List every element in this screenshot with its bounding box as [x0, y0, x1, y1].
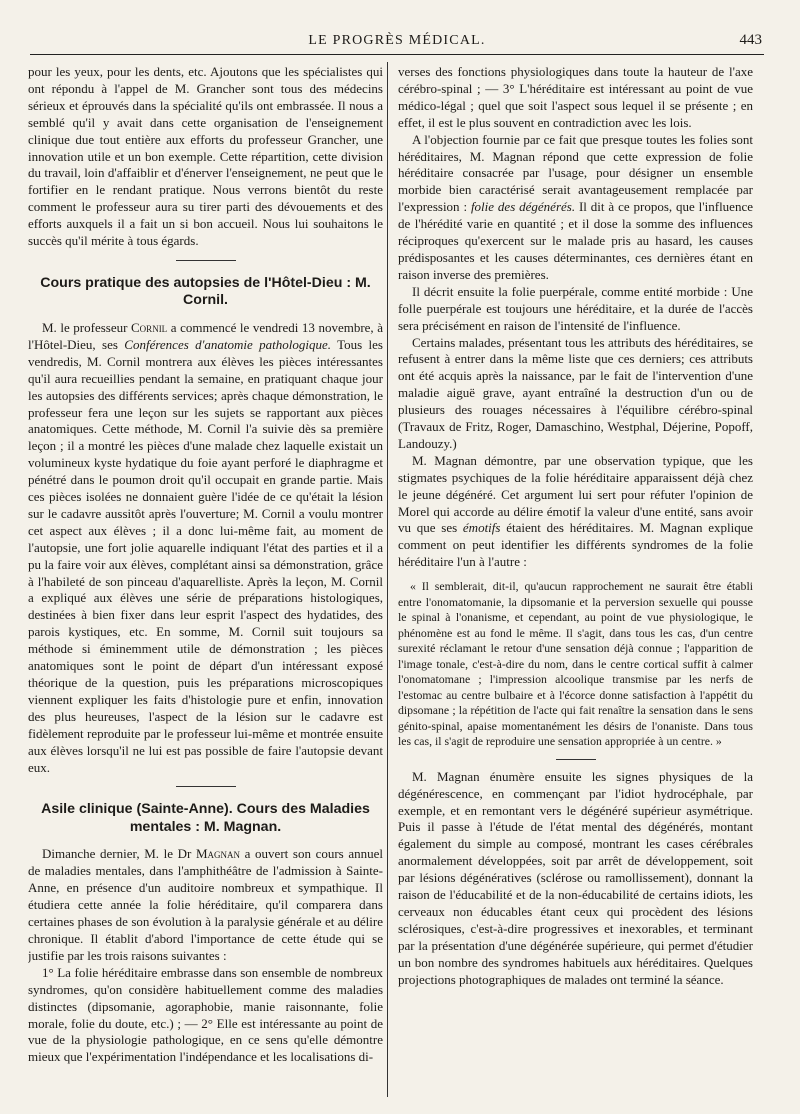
- column-divider: [387, 62, 388, 1097]
- section-heading-cornil: Cours pratique des autopsies de l'Hôtel-Dieu : M. Cornil.: [40, 274, 371, 309]
- section-separator: [176, 786, 236, 787]
- paragraph: M. le professeur Cornil a commencé le vendredi 13 novembre, à l'Hôtel-Dieu, ses Conférences d'anatomie pathologique. Tous les vendredis, M. Cornil montrera aux élèves les pièces intéressantes qu'il aura recueillies pendant la semaine, en pratiquant chaque jour les autopsies des différents services; après chaque démonstration, le professeur fera une leçon sur les sujets se rapportant aux pièces anatomiques. Cette méthode, M. Cornil l'a suivie dès sa première leçon ; il a montré les pièces d'une malade chez laquelle existait un volumineux kyste hydatique du foie ayant perforé le diaphragme et pénétré dans le poumon droit qu'il occupait en grande partie. Mais ces pièces isolées ne donnaient guère l'idée de ce qu'était la lésion sur le cadavre aussitôt après l'ouverture; M. Cornil a voulu montrer cet aspect aux élèves ; il a donc lui-même fait, au moment de l'autopsie, une fort jolie aquarelle indiquant l'état des parties et il a pu la faire voir aux élèves, complétant ainsi sa démonstration, grâce à l'habileté de son pinceau d'aquarelliste. Après la leçon, M. Cornil a expliqué aux élèves une série de préparations histologiques, destinées à bien fixer dans leur esprit l'aspect des hydatides, des parois kystiques, etc. En somme, M. Cornil suit toujours sa méthode si éminemment utile de démonstration ; les pièces anatomiques sont le point de départ d'un intéressant exposé théorique de la question, puis les préparations microscopiques viennent expliquer les faits d'histologie pure et enfin, innovation des plus heureuses, l'aspect de la lésion sur le cadavre est fidèlement reproduite par le professeur lui-même et montrée ensuite aux élèves lorsqu'il ne lui est pas possible de faire l'autopsie devant eux.: [28, 319, 383, 775]
- page-number: 443: [739, 32, 762, 48]
- section-heading-magnan: Asile clinique (Sainte-Anne). Cours des Maladies mentales : M. Magnan.: [41, 801, 370, 835]
- paragraph: A l'objection fournie par ce fait que presque toutes les folies sont héréditaires, M. Magnan répond que cette expression de folie héréditaire consacrée par l'usage, pour désigner un ensemble morbide bien caractérisé serait avantageusement remplacée par l'expression : folie des dégénérés. Il dit à ce propos, que l'influence de l'hérédité varie en quantité ; et il dose la somme des influences réciproques qu'exercent sur le malade pris au hasard, les causes prédisposantes et les causes déterminantes, ces dernières étant en raison inverse des premières.: [398, 131, 753, 282]
- paragraph: Il décrit ensuite la folie puerpérale, comme entité morbide : Une folle puerpérale est toujours une héréditaire, et la durée de l'accès sera précisément en raison de l'intensité de l'influence.: [398, 283, 753, 333]
- paragraph: Certains malades, présentant tous les attributs des héréditaires, se refusent à entrer dans la même liste que ces derniers; ces attributs ont été acquis après la naissance, par le fait de l'intervention d'une maladie aiguë grave, ayant entraîné la destruction d'un ou de plusieurs des rouages nécessaires à l'équilibre cérébro-spinal (Travaux de Fritz, Roger, Damaschino, Westphal, Déjerine, Popoff, Landouzy.): [398, 334, 753, 451]
- paragraph: M. Magnan énumère ensuite les signes physiques de la dégénérescence, en commençant par l'idiot hydrocéphale, par exemple, et en remontant vers le dégénéré supérieur asymétrique. Puis il passe à l'étude de l'état mental des dégénérés, montant également du simple au composé, montrant les cases cérébrales anormalement développées, soit par arrêt de développement, soit par lésions dégénératives (sclérose ou ramollissement), donnant la raison de l'éducabilité et de la non-éducabilité de certains idiots, les cerveaux non éducables étant ceux qui procèdent des lésions sclérosiques, c'est-à-dire progressives et inexorables, et terminant par la présentation d'une dégénérée supérieure, qui permet d'étudier un bon nombre des syndromes habituels aux héréditaires. Quelques projections photographiques de malades ont terminé la séance.: [398, 768, 753, 987]
- paragraph: verses des fonctions physiologiques dans toute la hauteur de l'axe cérébro-spinal ; — 3° L'héréditaire est intéressant au point de vue médico-légal ; quel que soit l'aspect sous lequel il se présente ; en effet, il est le plus souvent en contradiction avec les lois.: [398, 64, 753, 130]
- paragraph: pour les yeux, pour les dents, etc. Ajoutons que les spécialistes qui ont répondu à l'appel de M. Grancher sont tous des médecins sérieux et éprouvés dans la spécialité qu'ils ont embrassée. Il nous a semblé qu'il y avait dans cette organisation de l'enseignement clinique due tout entière aux efforts du professeur Grancher, une innovation utile et un bon exemple. Cette répartition, cette division du travail, loin d'affaiblir et d'énerver l'enseignement, ne peut que le fortifier en le rendant pratique. Nous verrons bientôt du reste comment le professeur aura su tirer parti des dévouements et des efforts auxquels il a fait un si bon accueil. Nous lui souhaitons le succès qu'il mérite à tous égards.: [28, 64, 383, 249]
- running-title: LE PROGRÈS MÉDICAL.: [308, 33, 486, 48]
- paragraph: M. Magnan démontre, par une observation typique, que les stigmates psychiques de la folie héréditaire apparaissent déjà chez le jeune dégénéré. Cet argument lui sert pour réfuter l'opinion de Morel qui accorde au délire émotif la valeur d'une entité, sans avoir vu que ses émotifs étaient des héréditaires. M. Magnan explique comment on peut identifier les différents syndromes de la folie héréditaire l'un à l'autre :: [398, 452, 753, 570]
- block-quote: [398, 579, 753, 750]
- paragraph: 1° La folie héréditaire embrasse dans son ensemble de nombreux syndromes, qu'on considère habituellement comme des maladies distinctes (dipsomanie, agoraphobie, manie raisonnante, folie morale, folie du doute, etc.) ; — 2° Elle est intéressante au point de vue de la physiologie pathologique, en ce sens qu'elle démontre mieux que l'expérimentation l'indépendance et les localisations di-: [28, 964, 383, 1065]
- page-header: [30, 30, 764, 55]
- section-separator: [176, 260, 236, 261]
- right-column: [398, 64, 753, 1094]
- left-column: [28, 64, 383, 1094]
- quote-separator: [556, 759, 596, 760]
- paragraph: Dimanche dernier, M. le Dr Magnan a ouvert son cours annuel de maladies mentales, dans l'amphithéâtre de l'admission à Sainte-Anne, en présence d'un auditoire nombreux et sympathique. Il étudiera cette année la folie héréditaire, qu'il comparera dans certaines phases de son évolution à la paralysie générale et au délire chronique. Il établit d'abord l'importance de cette étude qui se justifie par les trois raisons suivantes :: [28, 846, 383, 963]
- quote-text: « Il semblerait, dit-il, qu'aucun rapprochement ne saurait être établi entre l'onomatomanie, la dipsomanie et la perversion sexuelle qui pousse le spinal à l'onanisme, et cependant, au point de vue physiologique, le phénomène est au fond le même. Il s'agit, dans tous les cas, d'un centre surexité réclamant le retour d'une sensation déjà connue ; l'apparition de l'image tonale, c'est-à-dire du nom, dans le centre cortical suffit à calmer l'onomatomane ; l'impression alcoolique transmise par les nerfs de l'estomac au centre bulbaire et à l'écorce donne satisfaction à l'appétit du dipsomane ; la répétition de l'acte qui fait renaître la sensation dans le sens génito-spinal, apaise momentanément les désirs de l'onaniste. Dans tous les cas, il s'agit de reproduire une sensation appropriée à un centre. »: [398, 579, 753, 749]
